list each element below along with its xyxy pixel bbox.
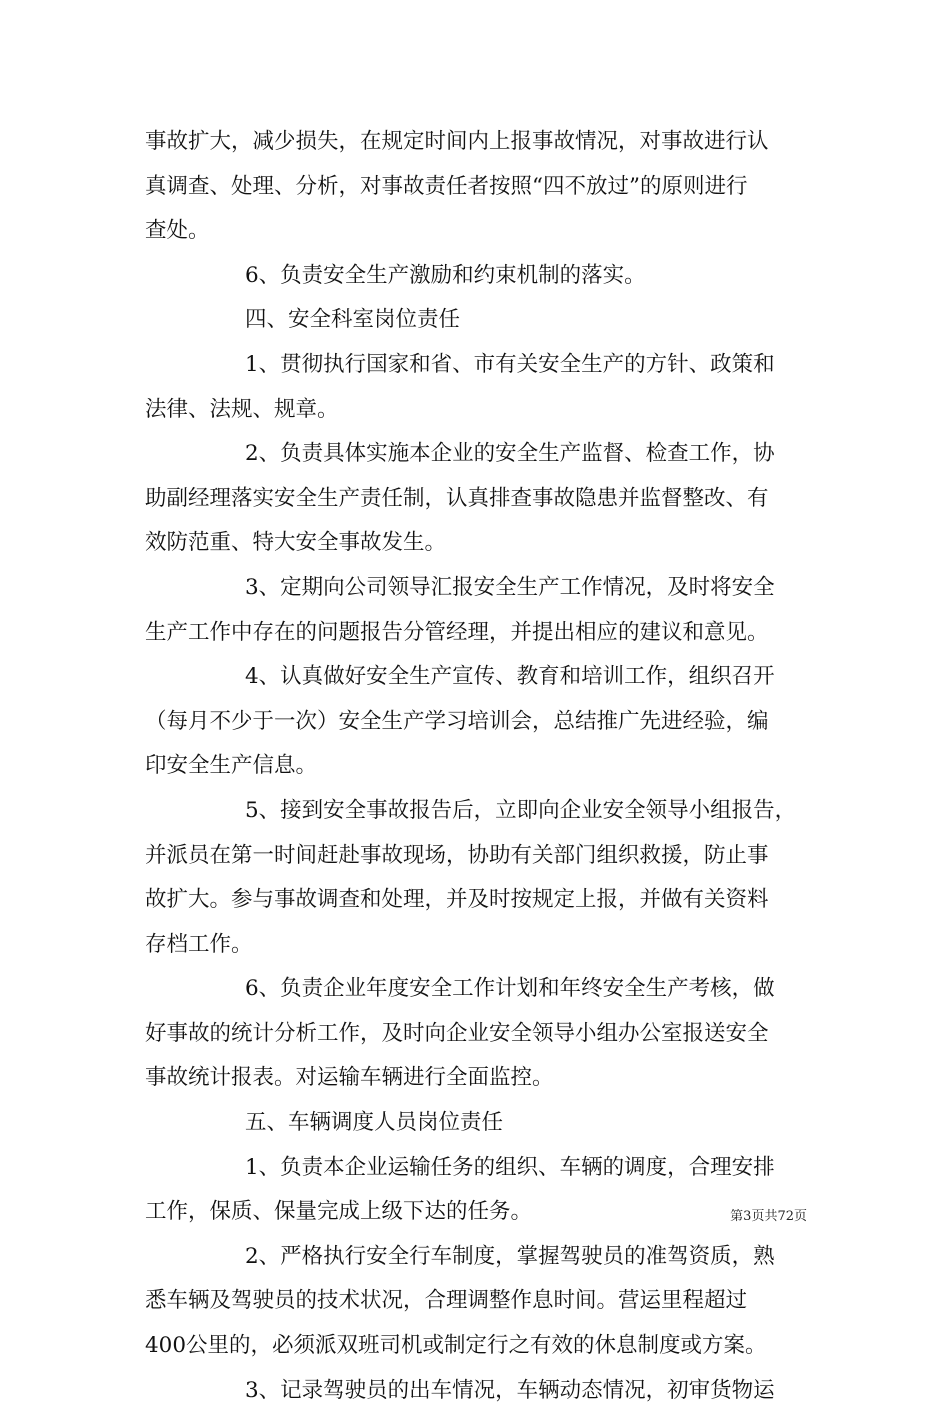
list-item: 1、负责本企业运输任务的组织、车辆的调度，合理安排 [245, 1154, 775, 1180]
text-line: 效防范重、特大安全事故发生。 [145, 530, 447, 556]
text-line: 生产工作中存在的问题报告分管经理，并提出相应的建议和意见。 [145, 619, 769, 645]
text-line: 好事故的统计分析工作，及时向企业安全领导小组办公室报送安全 [145, 1020, 769, 1046]
section-heading: 五、车辆调度人员岗位责任 [245, 1110, 504, 1136]
text-line: 故扩大。参与事故调查和处理，并及时按规定上报，并做有关资料 [145, 887, 769, 913]
text-line: 查处。 [145, 218, 210, 244]
text-line: 400公里的，必须派双班司机或制定行之有效的休息制度或方案。 [145, 1333, 767, 1359]
list-item: 1、贯彻执行国家和省、市有关安全生产的方针、政策和 [245, 351, 775, 377]
list-item: 3、记录驾驶员的出车情况，车辆动态情况，初审货物运 [245, 1377, 775, 1403]
list-item: 6、负责企业年度安全工作计划和年终安全生产考核，做 [245, 976, 775, 1002]
text-line: 法律、法规、规章。 [145, 396, 339, 422]
list-item: 5、接到安全事故报告后，立即向企业安全领导小组报告， [245, 797, 797, 823]
text-line: 印安全生产信息。 [145, 753, 318, 779]
text-line: 事故扩大，减少损失，在规定时间内上报事故情况，对事故进行认 [145, 129, 769, 154]
text-line: 工作，保质、保量完成上级下达的任务。 [145, 1199, 533, 1225]
text-line: 真调查、处理、分析，对事故责任者按照“四不放过”的原则进行 [145, 173, 748, 199]
text-line: 悉车辆及驾驶员的技术状况，合理调整作息时间。营运里程超过 [145, 1288, 748, 1314]
list-item: 3、定期向公司领导汇报安全生产工作情况，及时将安全 [245, 574, 775, 600]
text-line: 事故统计报表。对运输车辆进行全面监控。 [145, 1065, 554, 1091]
list-item: 4、认真做好安全生产宣传、教育和培训工作，组织召开 [245, 664, 775, 690]
list-item: 6、负责安全生产激励和约束机制的落实。 [245, 262, 646, 288]
text-line: 助副经理落实安全生产责任制，认真排查事故隐患并监督整改、有 [145, 485, 769, 511]
list-item: 2、负责具体实施本企业的安全生产监督、检查工作，协 [245, 441, 775, 467]
list-item: 2、严格执行安全行车制度，掌握驾驶员的准驾资质，熟 [245, 1243, 775, 1269]
text-line: 并派员在第一时间赶赴事故现场，协助有关部门组织救援，防止事 [145, 842, 769, 868]
text-line: 存档工作。 [145, 931, 253, 957]
page-number: 第3页共72页 [730, 1209, 807, 1224]
text-line: （每月不少于一次）安全生产学习培训会，总结推广先进经验，编 [145, 708, 769, 734]
section-heading: 四、安全科室岗位责任 [245, 307, 461, 333]
